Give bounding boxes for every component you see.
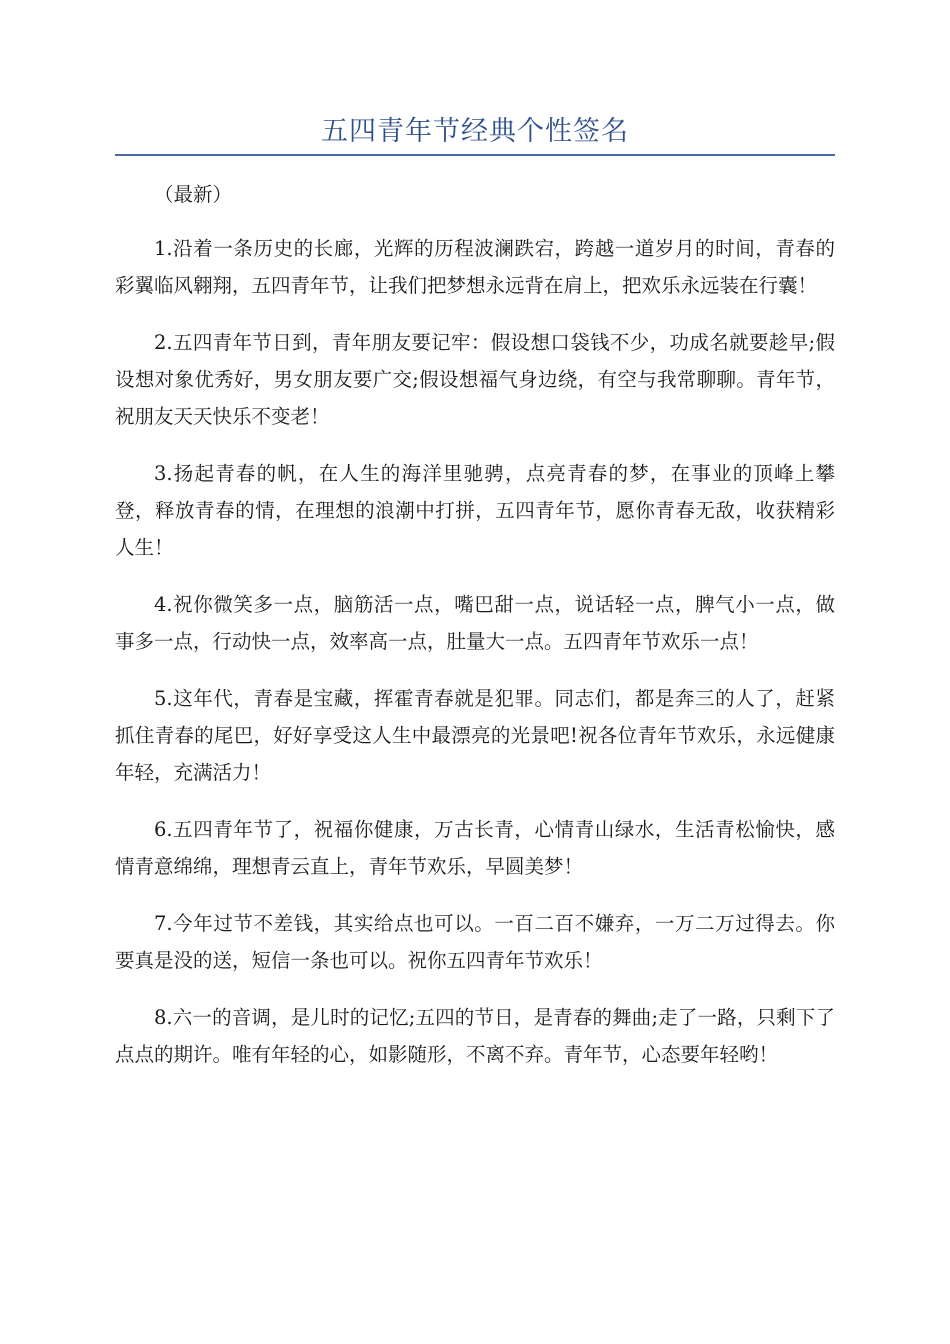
- paragraph-7: 7.今年过节不差钱，其实给点也可以。一百二百不嫌弃，一万二万过得去。你要真是没的送，短信一条也可以。祝你五四青年节欢乐！: [115, 912, 835, 972]
- paragraph-6: 6.五四青年节了，祝福你健康，万古长青，心情青山绿水，生活青松愉快，感情青意绵绵，理想青云直上，青年节欢乐，早圆美梦！: [115, 818, 835, 878]
- paragraph-2: 2.五四青年节日到，青年朋友要记牢：假设想口袋钱不少，功成名就要趁早;假设想对象优秀好，男女朋友要广交;假设想福气身边绕，有空与我常聊聊。青年节，祝朋友天天快乐不变老！: [115, 331, 835, 428]
- paragraph-1: 1.沿着一条历史的长廊，光辉的历程波澜跌宕，跨越一道岁月的时间，青春的彩翼临风翱翔，五四青年节，让我们把梦想永远背在肩上，把欢乐永远装在行囊！: [115, 237, 835, 297]
- subtitle: （最新）: [154, 183, 233, 206]
- paragraph-4: 4.祝你微笑多一点，脑筋活一点，嘴巴甜一点，说话轻一点，脾气小一点，做事多一点，行动快一点，效率高一点，肚量大一点。五四青年节欢乐一点！: [115, 593, 835, 653]
- paragraph-5: 5.这年代，青春是宝藏，挥霍青春就是犯罪。同志们，都是奔三的人了，赶紧抓住青春的尾巴，好好享受这人生中最漂亮的光景吧!祝各位青年节欢乐，永远健康年轻，充满活力！: [115, 687, 835, 784]
- paragraph-8: 8.六一的音调，是儿时的记忆;五四的节日，是青春的舞曲;走了一路，只剩下了点点的期许。唯有年轻的心，如影随形，不离不弃。青年节，心态要年轻哟！: [115, 1006, 835, 1066]
- title-underline: [115, 154, 835, 156]
- document-body: [115, 176, 835, 1093]
- paragraph-3: 3.扬起青春的帆，在人生的海洋里驰骋，点亮青春的梦，在事业的顶峰上攀登，释放青春的情，在理想的浪潮中打拼，五四青年节，愿你青春无敌，收获精彩人生！: [115, 462, 835, 559]
- document-title: 五四青年节经典个性签名: [321, 116, 629, 147]
